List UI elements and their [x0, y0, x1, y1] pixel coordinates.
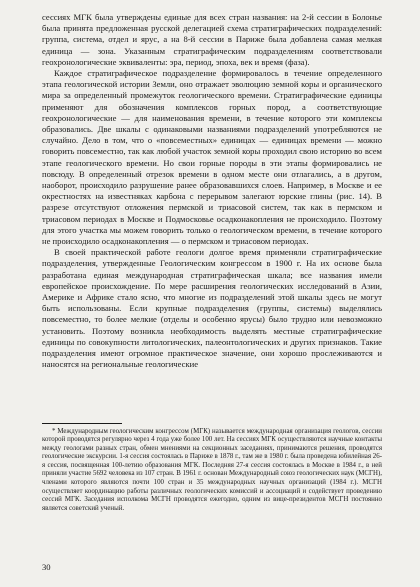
footnote-text: * Международным геологическим конгрессом (МГК) называется международная организация геологов, сессии которой проводятся регулярно через 4 года уже более 100 лет. На сессиях МГК осуществляются научные контакты между геологами разных стран, обмен мнениями на секционных заседаниях, принимаются решения, проводятся геологические экскурсии. 1-я сессия состоялась в Париже в 1878 г., там же в 1980 г. была проведена юбилейная 26-я сессия, посвященная 100-летию образования МГК. Последняя 27-я сессия состоялась в Москве в 1984 г., в ней приняли участие 5692 человека из 107 стран. В 1961 г. основан Международный союз геологических наук (МСГН), членами которого являются почти 100 стран и 35 международных научных организаций (1984 г.). МСГН осуществляет координацию работы различных геологических комиссий и ассоциаций и содействует проведению сессий МГК. Заседания исполкома МСГН проводятся ежегодно, одним из вице-президентов МСГН постоянно является советский ученый. — [42, 427, 382, 512]
paragraph: сессиях МГК была утверждены единые для всех стран названия: на 2-й сессии в Болонье была принята предложенная русской делегацией схема стратиграфических подразделений: группа, система, отдел и ярус, а на 8-й сессии в Париже была добавлена самая мелкая единица — зона. Указанным стратиграфическим подразделениям соответствовали геохронологические эквиваленты: эра, период, эпоха, век и время (фаза). — [42, 12, 382, 67]
page-number: 30 — [42, 562, 51, 572]
footnote-divider — [42, 423, 122, 424]
main-text — [42, 12, 382, 371]
paragraph: В своей практической работе геологи долгое время применяли стратиграфические подразделения, утвержденные Геологическим конгрессом в 1900 г. На их основе была разработана единая международная стратиграфическая шкала; все названия имели европейское происхождение. По мере расширения геологических исследований в Азии, Америке и Африке стало ясно, что многие из подразделений этой шкалы здесь не могут быть использованы. Если крупные подразделения (группы, системы) выделялись повсеместно, то более мелкие (отделы и особенно ярусы) было трудно или невозможно установить. Поэтому возникла необходимость выделять местные стратиграфические единицы по совокупности литологических, палеонтологических и других признаков. Такие подразделения имеют огромное практическое значение, они хорошо прослеживаются и наносятся на региональные геологические — [42, 247, 382, 370]
paragraph: Каждое стратиграфическое подразделение формировалось в течение определенного этапа геологической истории Земли, оно отражает эволюцию земной коры и органического мира за определенный промежуток геологического времени. Стратиграфические единицы применяют для обозначения комплексов горных пород, а соответствующие геохронологические — для наименования времени, в течение которого эти комплексы образовались. Две шкалы с одинаковыми названиями подразделений употребляются не случайно. Дело в том, что о «повсеместных» единицах — единицах времени — можно говорить повсеместно, так как любой участок земной коры проходил свою историю во всем этапе геологического времени. Но свои горные породы в эти этапы формировались не повсюду. В определенный отрезок времени в одном месте они отлагались, а в другом, наоборот, происходило разрушение ранее образовавшихся слоев. Например, в Москве и ее окрестностях на известняках карбона с перерывом залегают юрские глины (рис. 14). В разрезе отсутствуют отложения пермской и триасовой систем, так как в пермском и триасовом периодах в Москве и Подмосковье осадконакопления не происходило. Поэтому для этого участка мы можем говорить только о геологическом времени, в течение которого не происходило осадконакопления — о пермском и триасовом периодах. — [42, 68, 382, 247]
footnote — [42, 428, 382, 514]
